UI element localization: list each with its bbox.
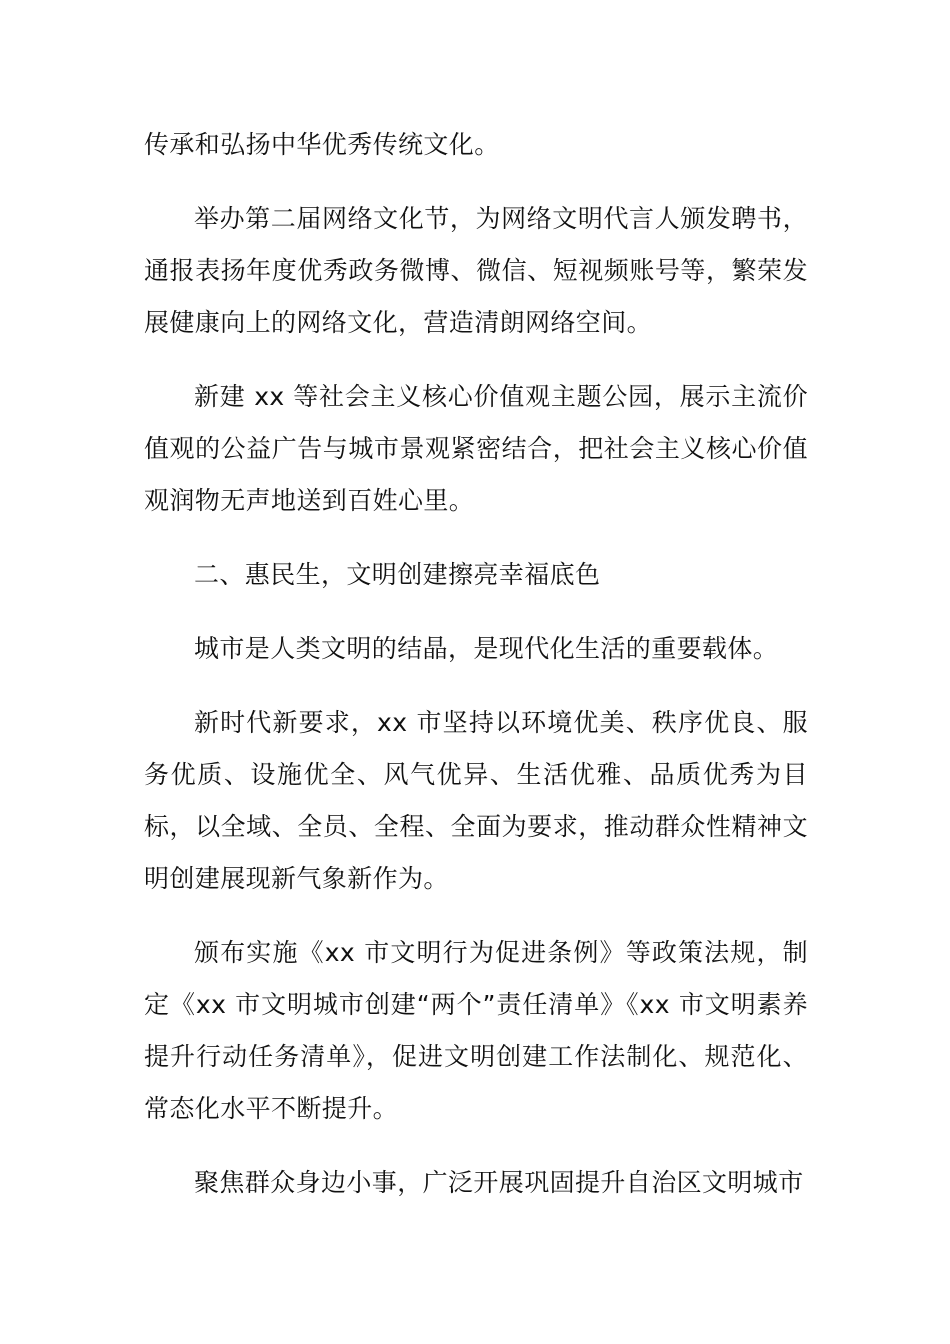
paragraph-regulations: 颁布实施《xx 市文明行为促进条例》等政策法规，制定《xx 市文明城市创建“两个”责任清单》《xx 市文明素养提升行动任务清单》，促进文明创建工作法制化、规范化、常态化水平不断提升。: [144, 938, 808, 1123]
paragraph-focus-small-matters: 聚焦群众身边小事，广泛开展巩固提升自治区文明城市: [194, 1168, 804, 1197]
paragraph-new-era-requirements: 新时代新要求，xx 市坚持以环境优美、秩序优良、服务优质、设施优全、风气优异、生活优雅、品质优秀为目标，以全域、全员、全程、全面为要求，推动群众性精神文明创建展现新气象新作为。: [144, 708, 808, 893]
paragraph-city-civilization: 城市是人类文明的结晶，是现代化生活的重要载体。: [194, 634, 779, 663]
paragraph-theme-park: 新建 xx 等社会主义核心价值观主题公园，展示主流价值观的公益广告与城市景观紧密结合，把社会主义核心价值观润物无声地送到百姓心里。: [144, 382, 808, 515]
paragraph-continuation: 传承和弘扬中华优秀传统文化。: [144, 130, 500, 159]
paragraph-network-culture-festival: 举办第二届网络文化节，为网络文明代言人颁发聘书，通报表扬年度优秀政务微博、微信、短视频账号等，繁荣发展健康向上的网络文化，营造清朗网络空间。: [144, 204, 808, 337]
document-body: [144, 119, 808, 1209]
section-heading: 二、惠民生，文明创建擦亮幸福底色: [194, 560, 601, 589]
